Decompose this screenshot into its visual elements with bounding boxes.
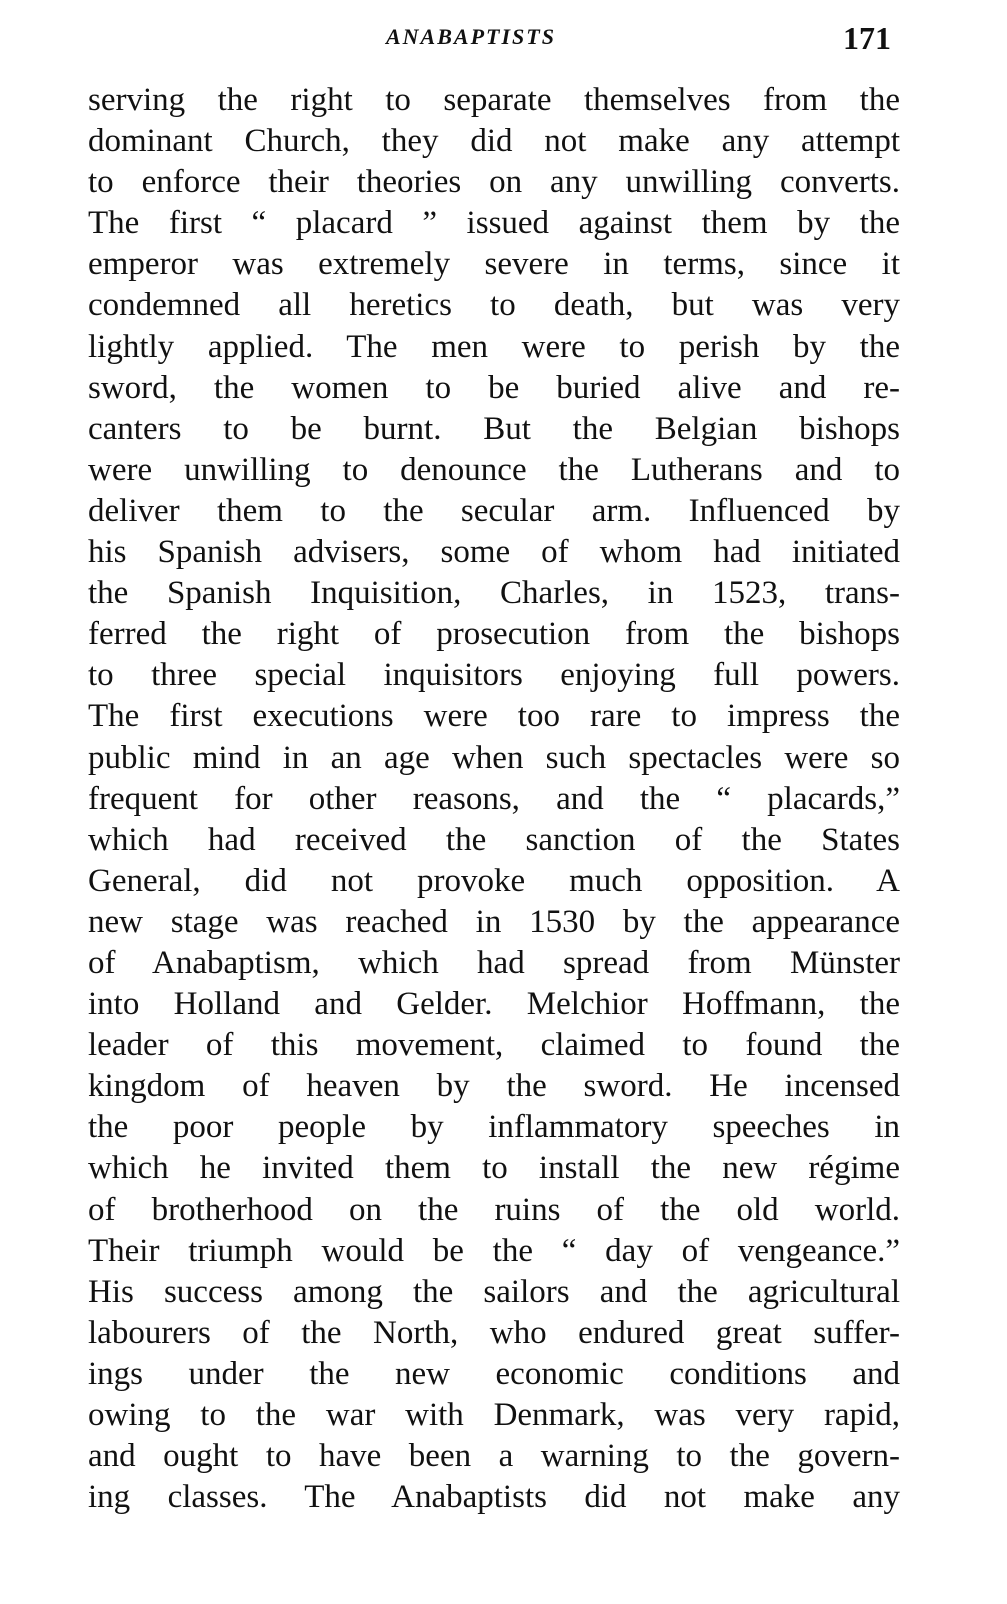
text-line: public mind in an age when such spectacles were so [88, 739, 900, 776]
text-line: condemned all heretics to death, but was very [88, 287, 900, 324]
text-line: new stage was reached in 1530 by the appearance [88, 903, 900, 940]
text-line: to enforce their theories on any unwilling converts. [88, 164, 900, 201]
text-line: The first executions were too rare to impress the [88, 698, 900, 735]
text-line: the Spanish Inquisition, Charles, in 1523, trans- [88, 575, 900, 612]
text-line: owing to the war with Denmark, was very rapid, [88, 1397, 900, 1433]
running-head [0, 22, 1007, 58]
body-text [88, 80, 900, 1518]
text-line: kingdom of heaven by the sword. He incensed [88, 1068, 900, 1105]
text-line: into Holland and Gelder. Melchior Hoffmann, the [88, 986, 900, 1023]
text-line: ings under the new economic conditions and [88, 1355, 900, 1392]
text-line: canters to be burnt. But the Belgian bishops [88, 410, 900, 447]
text-line: which had received the sanction of the States [88, 821, 900, 858]
text-line: and ought to have been a warning to the govern- [88, 1438, 900, 1475]
text-line: of brotherhood on the ruins of the old world. [88, 1191, 900, 1228]
text-line: frequent for other reasons, and the “ placards,” [88, 780, 900, 817]
text-line: deliver them to the secular arm. Influenced by [88, 492, 900, 529]
text-line: leader of this movement, claimed to found the [88, 1027, 900, 1064]
running-title: ANABAPTISTS [386, 24, 556, 49]
text-line: to three special inquisitors enjoying full powers. [88, 657, 900, 694]
text-line: His success among the sailors and the agricultural [88, 1273, 900, 1310]
text-line: dominant Church, they did not make any attempt [88, 123, 900, 160]
text-line: sword, the women to be buried alive and re- [88, 369, 900, 406]
page-number: 171 [843, 20, 891, 56]
text-line: his Spanish advisers, some of whom had initiated [88, 534, 900, 571]
text-line: lightly applied. The men were to perish by the [88, 328, 900, 365]
text-line: Their triumph would be the “ day of vengeance.” [88, 1232, 900, 1269]
text-line: emperor was extremely severe in terms, since it [88, 246, 900, 283]
text-line: ferred the right of prosecution from the bishops [88, 616, 900, 653]
text-line: which he invited them to install the new régime [88, 1150, 900, 1187]
text-line: serving the right to separate themselves from the [88, 82, 900, 118]
text-line: labourers of the North, who endured great suffer- [88, 1314, 900, 1351]
text-line: of Anabaptism, which had spread from Münster [88, 944, 900, 981]
text-line: ing classes. The Anabaptists did not make any [88, 1479, 900, 1516]
text-line: were unwilling to denounce the Lutherans and to [88, 451, 900, 488]
text-line: The first “ placard ” issued against them by the [88, 205, 900, 242]
text-line: General, did not provoke much opposition. A [88, 862, 900, 899]
text-line: the poor people by inflammatory speeches in [88, 1109, 900, 1146]
